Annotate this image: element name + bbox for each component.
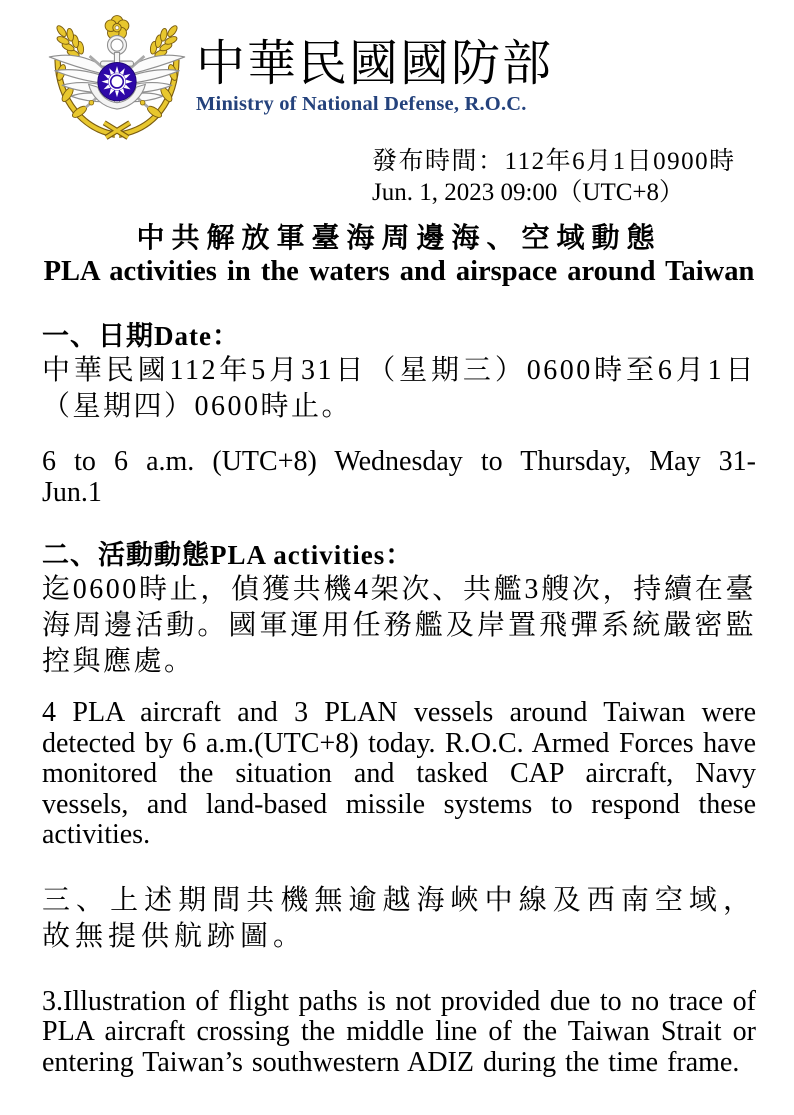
document-title-zh: 中共解放軍臺海周邊海、空域動態	[136, 223, 662, 254]
release-time-zh: 發布時間：112年6月1日0900時	[372, 148, 736, 175]
section-activities-body-zh: 迄0600時止，偵獲共機4架次、共艦3艘次，持續在臺海周邊活動。國軍運用任務艦及岸置飛彈系統嚴密監控與應處。	[42, 574, 756, 677]
ministry-name-en: Ministry of National Defense, R.O.C.	[196, 93, 527, 116]
document-title	[42, 222, 756, 287]
section-activities-body-en: 4 PLA aircraft and 3 PLAN vessels around Taiwan were detected by 6 a.m.(UTC+8) today. R.O.C. Armed Forces have monitored the situation and tasked CAP aircraft, Navy vessels, and land-based missile systems to respond these activities.	[42, 697, 756, 850]
section-activities-heading: 二、活動動態PLA activities：	[42, 540, 414, 570]
section-date-body-en: 6 to 6 a.m. (UTC+8) Wednesday to Thursday, May 31-Jun.1	[42, 446, 756, 508]
section-date-heading: 一、日期Date：	[42, 321, 240, 351]
release-time-en: Jun. 1, 2023 09:00（UTC+8）	[372, 179, 685, 206]
release-time-block	[372, 146, 756, 208]
ministry-name-block	[196, 38, 553, 116]
ministry-name-zh: 中華民國國防部	[196, 36, 554, 91]
section-note-body-zh: 三、上述期間共機無逾越海峽中線及西南空域，故無提供航跡圖。	[42, 884, 756, 952]
sun-emblem-icon	[98, 62, 136, 100]
document-title-en: PLA activities in the waters and airspace around Taiwan	[43, 256, 755, 287]
mnd-emblem	[42, 14, 192, 142]
section-date-body-zh: 中華民國112年5月31日（星期三）0600時至6月1日（星期四）0600時止。	[42, 355, 756, 422]
header	[42, 14, 756, 142]
section-note-body-en: 3.Illustration of flight paths is not provided due to no trace of PLA aircraft crossing the middle line of the Taiwan Strait or entering Taiwan’s southwestern ADIZ during the time frame.	[42, 985, 756, 1078]
